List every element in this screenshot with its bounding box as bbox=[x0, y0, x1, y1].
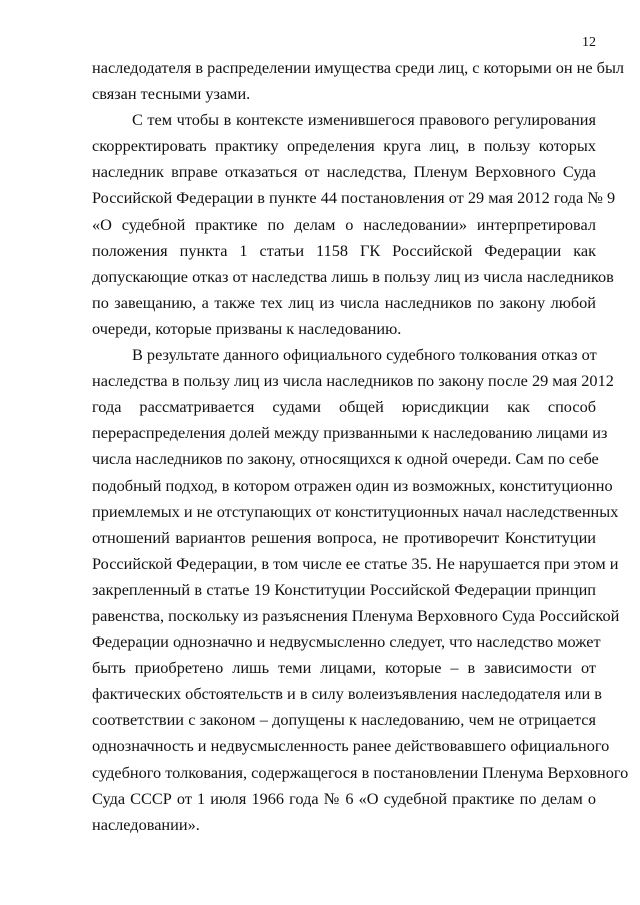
text-line: наследник вправе отказаться от наследства, Пленум Верховного Суда bbox=[92, 162, 596, 182]
text-line: судебного толкования, содержащегося в постановлении Пленума Верховного bbox=[92, 762, 629, 782]
text-line: подобный подход, в котором отражен один из возможных, конституционно bbox=[92, 475, 613, 495]
body-text bbox=[92, 55, 629, 838]
text-line: закрепленный в статье 19 Конституции Российской Федерации принцип bbox=[92, 579, 596, 599]
text-line: Российской Федерации, в том числе ее статье 35. Не нарушается при этом и bbox=[92, 553, 619, 573]
text-line: наследства в пользу лиц из числа наследников по закону после 29 мая 2012 bbox=[92, 371, 614, 391]
text-line: Российской Федерации в пункте 44 постановления от 29 мая 2012 года № 9 bbox=[92, 188, 616, 208]
text-line: быть приобретено лишь теми лицами, которые – в зависимости от bbox=[92, 658, 596, 678]
text-line: однозначность и недвусмысленность ранее действовавшего официального bbox=[92, 736, 610, 756]
text-line: по завещанию, а также тех лиц из числа наследников по закону любой bbox=[92, 292, 596, 312]
text-line: очереди, которые призваны к наследованию. bbox=[92, 318, 402, 338]
text-line: наследовании». bbox=[92, 814, 200, 834]
page-number: 12 bbox=[582, 35, 596, 50]
text-line: допускающие отказ от наследства лишь в пользу лиц из числа наследников bbox=[92, 266, 614, 286]
text-line: числа наследников по закону, относящихся к одной очереди. Сам по себе bbox=[92, 449, 599, 469]
text-line: соответствии с законом – допущены к наследованию, чем не отрицается bbox=[92, 710, 596, 730]
text-line: приемлемых и не отступающих от конституционных начал наследственных bbox=[92, 501, 619, 521]
text-line: отношений вариантов решения вопроса, не противоречит Конституции bbox=[92, 527, 596, 547]
text-line: связан тесными узами. bbox=[92, 84, 251, 104]
text-line: С тем чтобы в контексте изменившегося правового регулирования bbox=[132, 110, 596, 130]
text-line: года рассматривается судами общей юрисдикции как способ bbox=[92, 397, 596, 417]
text-line: равенства, поскольку из разъяснения Пленума Верховного Суда Российской bbox=[92, 605, 620, 625]
text-line: положения пункта 1 статьи 1158 ГК Российской Федерации как bbox=[92, 240, 596, 260]
text-line: Федерации однозначно и недвусмысленно следует, что наследство может bbox=[92, 632, 601, 652]
text-line: скорректировать практику определения круга лиц, в пользу которых bbox=[92, 136, 596, 156]
text-line: наследодателя в распределении имущества среди лиц, с которыми он не был bbox=[92, 58, 625, 77]
text-line: перераспределения долей между призванными к наследованию лицами из bbox=[92, 423, 608, 443]
text-line: фактических обстоятельств и в силу волеизъявления наследодателя или в bbox=[92, 684, 602, 704]
text-line: Суда СССР от 1 июля 1966 года № 6 «О судебной практике по делам о bbox=[92, 788, 596, 808]
text-line: В результате данного официального судебного толкования отказ от bbox=[132, 345, 597, 365]
text-line: «О судебной практике по делам о наследовании» интерпретировал bbox=[92, 214, 596, 234]
